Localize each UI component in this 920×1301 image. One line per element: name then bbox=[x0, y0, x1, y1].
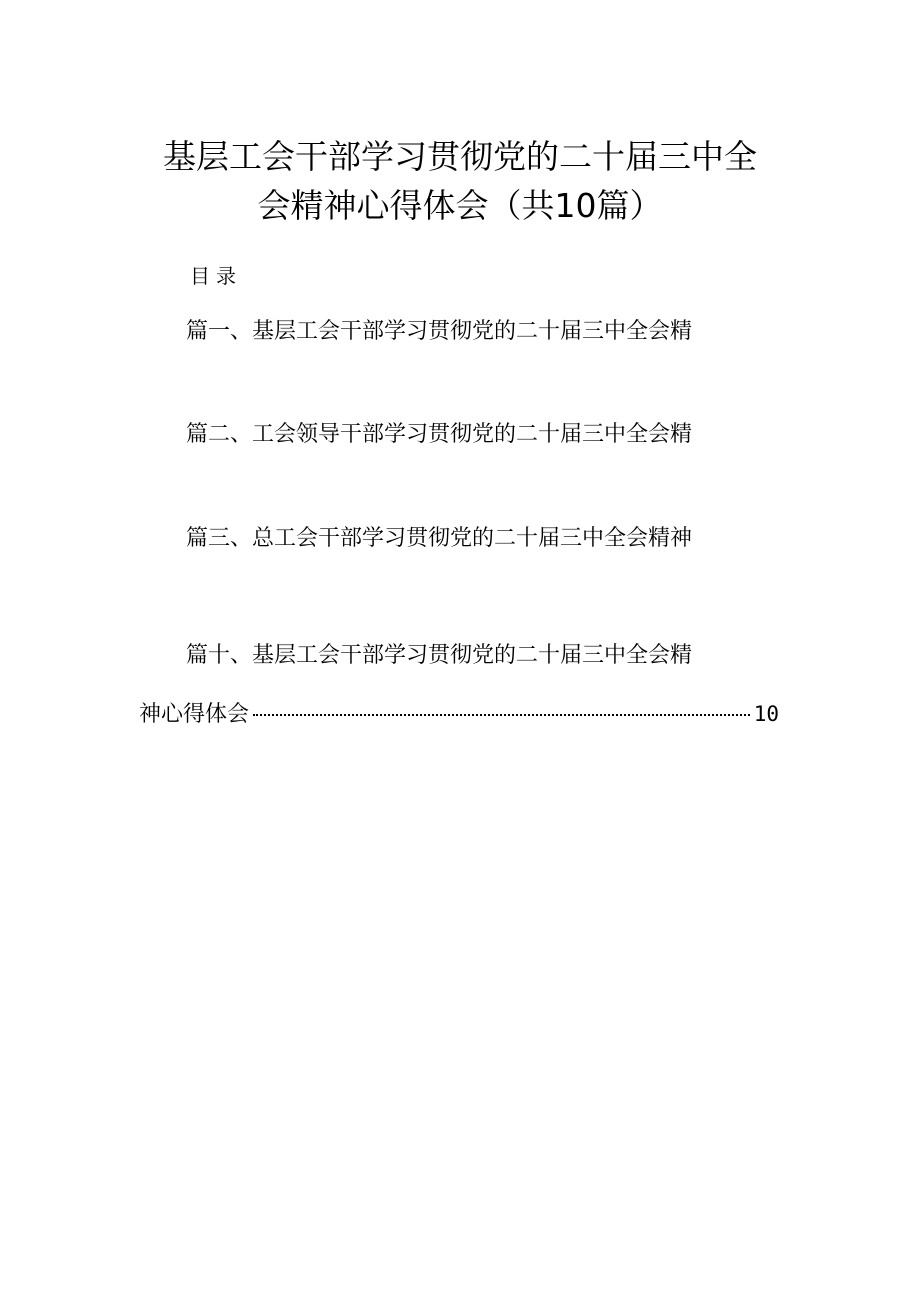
toc-entry[interactable]: 篇十、基层工会干部学习贯彻党的二十届三中全会精 bbox=[186, 643, 693, 668]
toc-entry[interactable]: 篇三、总工会干部学习贯彻党的二十届三中全会精神 bbox=[186, 526, 693, 551]
document-title-line-1: 基层工会干部学习贯彻党的二十届三中全 bbox=[163, 137, 757, 176]
document-title-line-2: 会精神心得体会（共10篇） bbox=[257, 186, 663, 225]
toc-entry-continuation[interactable] bbox=[139, 699, 779, 729]
toc-dot-leader bbox=[253, 714, 750, 716]
toc-continuation-text: 神心得体会 bbox=[139, 702, 250, 727]
toc-entry[interactable]: 篇一、基层工会干部学习贯彻党的二十届三中全会精 bbox=[186, 319, 693, 344]
toc-entry[interactable]: 篇二、工会领导干部学习贯彻党的二十届三中全会精 bbox=[186, 422, 693, 447]
toc-page-number: 10 bbox=[753, 702, 779, 726]
toc-heading: 目录 bbox=[190, 264, 242, 288]
